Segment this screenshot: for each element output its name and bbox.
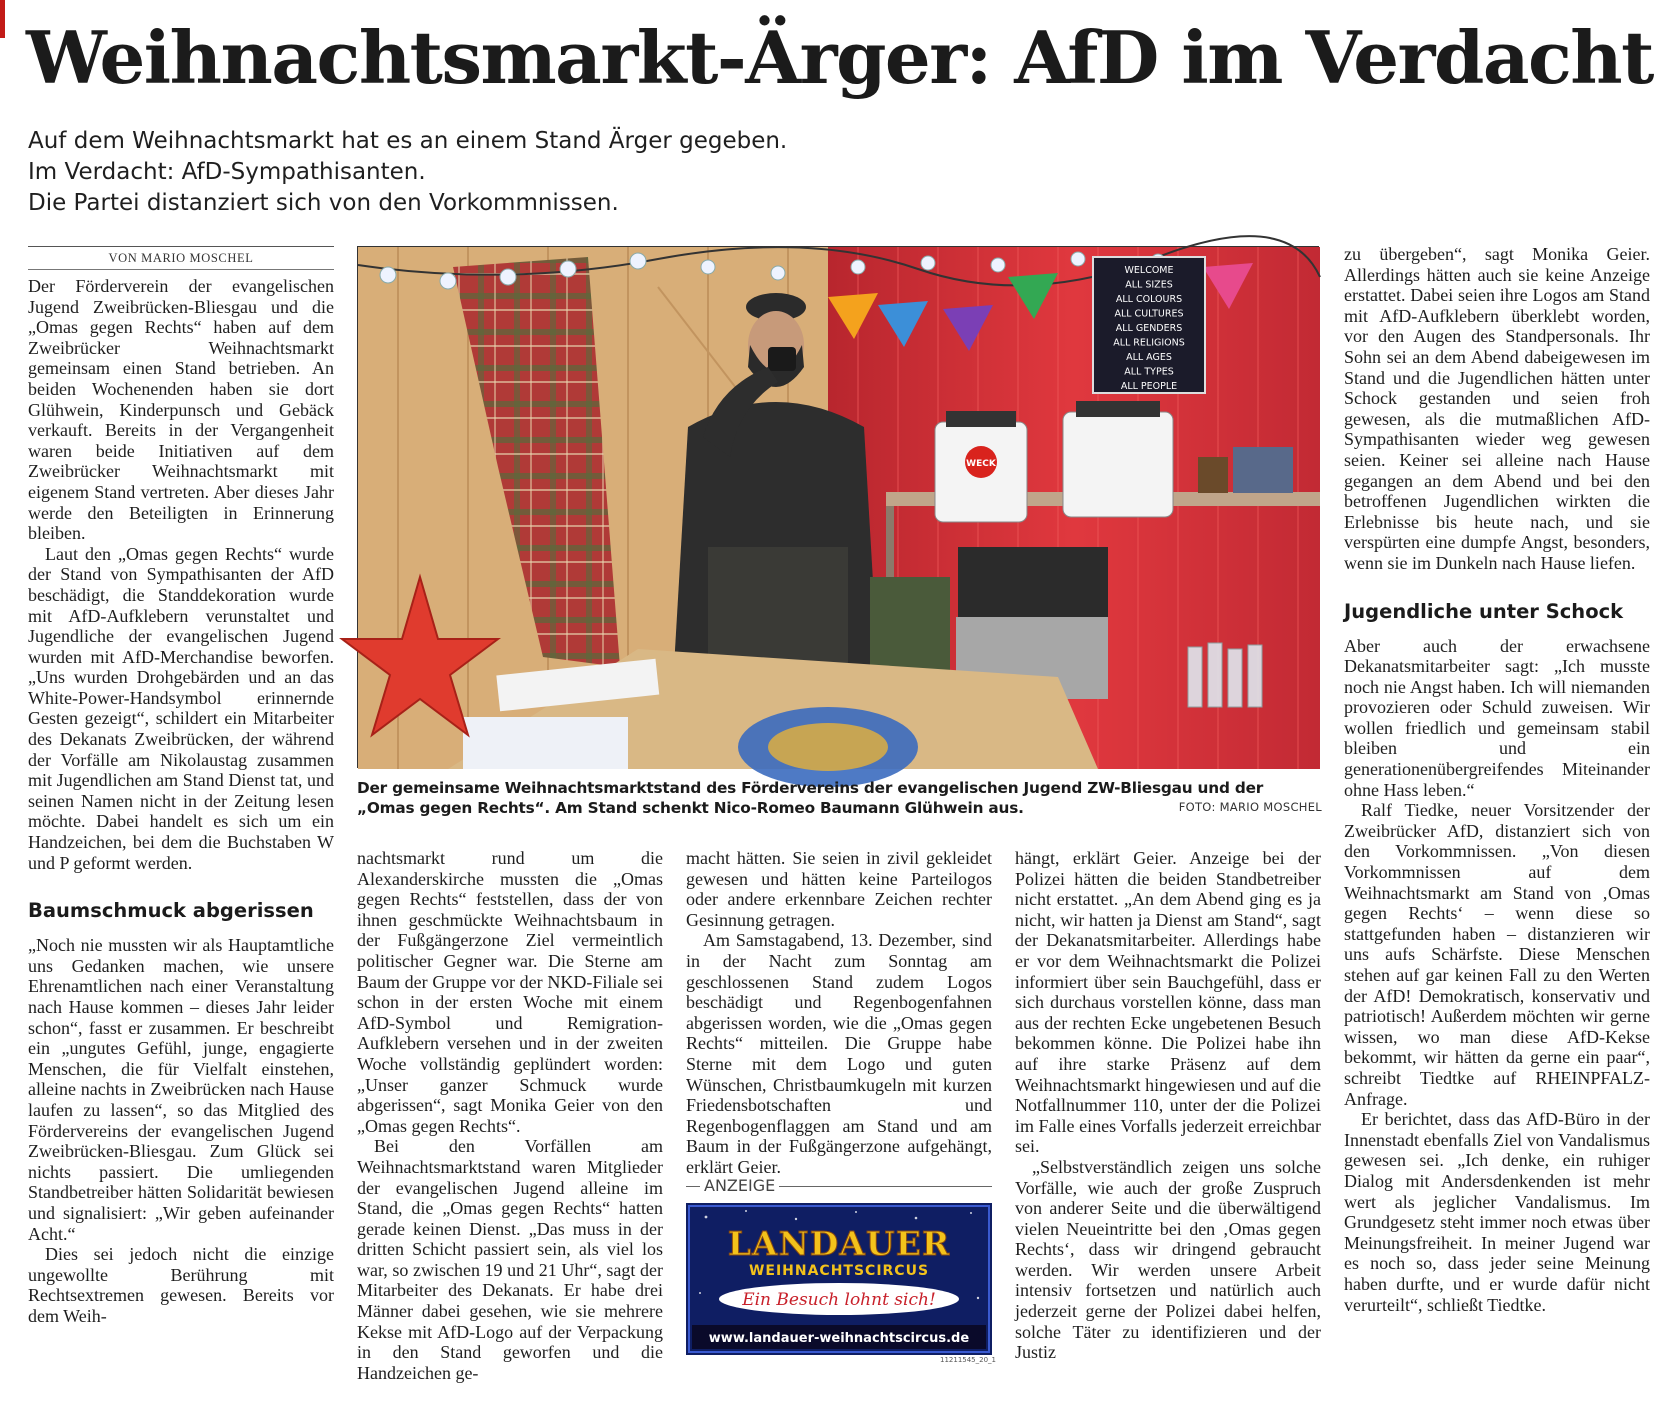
- sign-line: ALL GENDERS: [1115, 323, 1183, 334]
- gluehwein-pot-right: [1063, 401, 1173, 517]
- paragraph: Am Samstagabend, 13. Dezember, sind in der Nacht zum Sonntag am geschlossenen Stand zudem Logos beschädigt und Regenbogenfahnen abgerissen worden, wie die „Omas gegen Rechts“ mitteilen. Die Gruppe habe Sterne mit dem Logo und guten Wünschen, Christbaumkugeln mit kurzen Friedensbotschaften und Regenbogenflaggen am Stand und am Baum in der Fußgängerzone aufgehängt, erklärt Geier.: [686, 930, 992, 1177]
- ad-code: 11211545_20_1: [940, 1356, 996, 1364]
- photo-illustration: [358, 247, 1320, 769]
- paragraph: „Noch nie mussten wir als Hauptamtliche uns Gedanken machen, wie unsere Ehrenamtlichen nach einer Veranstaltung nach Hause kommen – dieses Jahr leider schon“, fasst er zusammen. Er beschreibt ein „ungutes Gefühl, junge, engagierte Menschen, die für Vielfalt einstehen, alleine nachts in Zweibrücken nach Hause laufen zu lassen“, so das Mitglied des Fördervereins der evangelischen Jugend Zweibrücken-Bliesgau. Zum Glück sei nichts passiert. Die umliegenden Standbetreiber hätten Solidarität bewiesen und signalisiert: „Wir geben aufeinander Acht.“: [28, 935, 334, 1244]
- headline: Weihnachtsmarkt-Ärger: AfD im Verdacht: [26, 15, 1653, 100]
- ad-label: [686, 1176, 992, 1196]
- ad-label-rule: [686, 1186, 700, 1187]
- article-column-3: [686, 848, 992, 1177]
- paragraph: Aber auch der erwachsene Dekanatsmitarbeiter sagt: „Ich musste noch nie Angst haben. Ich will niemanden provozieren oder Schuld zuweisen. Wir wollen friedlich und gemeinsam stabil bleiben und ein generationenübergreifendes Miteinander ohne Hass leben.“: [1344, 635, 1650, 800]
- paragraph: Laut den „Omas gegen Rechts“ wurde der Stand von Sympathisanten der AfD beschädigt, die Standdekoration wurde mit AfD-Aufklebern verunstaltet und Jugendliche der evangelischen Jugend wurden mit AfD-Merchandise beworfen. „Uns wurden Drohgebärden und an das White-Power-Handsymbol erinnernde Gesten gezeigt“, schildert ein Mitarbeiter des Dekanats Zweibrücken, der während der Vorfälle am Nikolaustag zusammen mit Jugendlichen am Stand Dienst tat, und seinen Namen nicht in der Zeitung lesen möchte. Dabei handelt es sich um ein Handzeichen, bei dem die Buchstaben W und P geformt werden.: [28, 543, 334, 873]
- sign-line: ALL RELIGIONS: [1113, 337, 1185, 349]
- ad-subtitle: WEIHNACHTSCIRCUS: [748, 1263, 930, 1279]
- paragraph: Er berichtet, dass das AfD-Büro in der Innenstadt ebenfalls Ziel von Vandalismus gewesen sei. „Ich denke, ein ruhiger Dialog mit Andersdenkenden ist mehr wert als jeglicher Vandalismus. Im Grundgesetz steht immer noch etwas über Meinungsfreiheit. In meiner Jugend war es noch so, dass jeder seine Meinung haben durfte, und er wurde dafür nicht verurteilt“, schließt Tiedtke.: [1344, 1109, 1650, 1315]
- ad-slogan: Ein Besuch lohnt sich!: [742, 1290, 936, 1310]
- subheadline-line: Auf dem Weihnachtsmarkt hat es an einem Stand Ärger gegeben.: [28, 128, 788, 154]
- byline: VON MARIO MOSCHEL: [28, 246, 334, 270]
- paragraph: hängt, erklärt Geier. Anzeige bei der Polizei hätten die beiden Standbetreiber nicht erstattet. „An dem Abend ging es ja nicht, wir hatten ja Dienst am Stand“, sagt der Dekanatsmitarbeiter. Allerdings habe er vor dem Weihnachtsmarkt die Polizei informiert über sein Bauchgefühl, dass er sich durchaus vorstellen könne, dass man aus der rechten Ecke ungebetenen Besuch bekommen könne. Die Polizei habe ihn auf ihre starke Präsenz auf dem Weihnachtsmarkt hingewiesen und auf die Notfallnummer 110, unter der die Polizei im Falle eines Vorfalls jederzeit erreichbar sei.: [1015, 848, 1321, 1157]
- subheadline-line: Die Partei distanziert sich von den Vorkommnissen.: [28, 190, 619, 216]
- subheadline-line: Im Verdacht: AfD-Sympathisanten.: [28, 159, 426, 185]
- sign-line: ALL SIZES: [1125, 279, 1173, 291]
- sign-line: ALL AGES: [1126, 352, 1172, 363]
- photo-caption: Der gemeinsame Weihnachtsmarktstand des Fördervereins der evangelischen Jugend ZW-Bliesgau und der „Omas gegen Rechts“. Am Stand schenkt Nico-Romeo Baumann Glühwein aus.: [357, 779, 1264, 817]
- ad-label-text: ANZEIGE: [704, 1176, 776, 1195]
- sign-line: WELCOME: [1124, 265, 1174, 276]
- article-column-1: [28, 276, 334, 1376]
- section-heading: Jugendliche unter Schock: [1344, 599, 1624, 623]
- ad-label-rule: [779, 1186, 992, 1187]
- section-heading: Baumschmuck abgerissen: [28, 899, 314, 923]
- ad-url: www.landauer-weihnachtscircus.de: [708, 1331, 970, 1346]
- subheadline: [28, 126, 928, 219]
- article-column-4: [1015, 848, 1321, 1368]
- paragraph: Dies sei jedoch nicht die einzige ungewollte Berührung mit Rechtsextremen gewesen. Bereits vor dem Weih-: [28, 1244, 334, 1326]
- welcome-sign: [1093, 257, 1205, 393]
- sign-line: ALL TYPES: [1124, 366, 1174, 378]
- ad-title: LANDAUER: [727, 1224, 951, 1263]
- advertisement[interactable]: [686, 1203, 992, 1355]
- paragraph: macht hätten. Sie seien in zivil gekleidet gewesen und hätten keine Parteilogos oder andere erkennbare Zeichen rechter Gesinnung getragen.: [686, 848, 992, 930]
- sign-line: ALL COLOURS: [1115, 294, 1183, 305]
- gluehwein-pot-left: [935, 411, 1027, 522]
- circus-ad-graphic: [686, 1203, 992, 1355]
- sign-line: ALL CULTURES: [1114, 308, 1184, 320]
- pot-label: WECK: [966, 459, 996, 469]
- paragraph: zu übergeben“, sagt Monika Geier. Allerdings hätten auch sie keine Anzeige erstattet. Dabei seien ihre Logos am Stand mit AfD-Aufklebern überklebt worden, vor den Augen des Standpersonals. Ihr Sohn sei an dem Abend dabeigewesen im Stand und die Jugendlichen hätten unter Schock gestanden und seien froh gewesen, als die mutmaßlichen AfD-Sympathisanten wieder weg gewesen seien. Keiner sei alleine nach Hause gegangen an dem Abend und bei den betroffenen Jugendlichen wirkten die Erlebnisse bis heute nach, und sie verspürten eine dumpfe Angst, besonders, wenn sie im Dunkeln nach Hause liefen.: [1344, 244, 1650, 573]
- photo-credit: FOTO: MARIO MOSCHEL: [1178, 800, 1322, 814]
- article-column-5: [1344, 244, 1650, 1374]
- paragraph: „Selbstverständlich zeigen uns solche Vorfälle, wie auch der große Zuspruch von anderer Seite und die überwältigend vielen Neueintritte bei den ‚Omas gegen Rechts‘, dass wir dringend gebraucht werden. Wir werden unsere Arbeit intensiv fortsetzen und natürlich auch jederzeit gerne der Polizei dabei helfen, solche Täter zu identifizieren und der Justiz: [1015, 1156, 1321, 1363]
- sign-line: ALL PEOPLE: [1120, 381, 1178, 392]
- article-column-2: [357, 848, 663, 1383]
- paragraph: nachtsmarkt rund um die Alexanderskirche mussten die „Omas gegen Rechts“ feststellen, dass der von ihnen geschmückte Weihnachtsbaum in der Fußgängerzone Ziel vermeintlich politischer Gegner war. Die Sterne am Baum der Gruppe vor der NKD-Filiale sei schon in der ersten Woche mit einem AfD-Symbol und Remigration-Aufklebern versehen und in der zweiten Woche vollständig geplündert worden: „Unser ganzer Schmuck wurde abgerissen“, sagt Monika Geier von den „Omas gegen Rechts“.: [357, 848, 663, 1136]
- article-photo: [357, 246, 1319, 768]
- paragraph: Ralf Tiedke, neuer Vorsitzender der Zweibrücker AfD, distanziert sich von den Vorkommnissen. „Von diesen Vorkommnissen auf dem Weihnachtsmarkt am Stand von ‚Omas gegen Rechts‘ – wenn diese so stattgefunden haben – distanzieren wir uns aufs Schärfste. Diese Menschen stehen auf gar keinen Fall zu den Werten der AfD! Demokratisch, konservativ und patriotisch! Außerdem möchten wir gerne wissen, wo man diese AfD-Kekse bekommt, wir hätten da gerne ein paar“, schreibt Tiedtke auf RHEINPFALZ-Anfrage.: [1344, 800, 1650, 1109]
- section-marker: [0, 0, 5, 38]
- paragraph: Bei den Vorfällen am Weihnachtsmarktstand waren Mitglieder der evangelischen Jugend alleine im Stand, die „Omas gegen Rechts“ hatten gerade keinen Dienst. „Das muss in der dritten Schicht passiert sein, als viel los war, so zwischen 19 und 21 Uhr“, sagt der Mitarbeiter des Dekanats. Er habe drei Männer dabei gesehen, wie sie mehrere Kekse mit AfD-Logo auf der Verpackung in den Stand geworfen und die Handzeichen ge-: [357, 1136, 663, 1383]
- paragraph: Der Förderverein der evangelischen Jugend Zweibrücken-Bliesgau und die „Omas gegen Rechts“ haben auf dem Zweibrücker Weihnachtsmarkt gemeinsam einen Stand betrieben. An beiden Wochenenden haben sie dort Glühwein, Kinderpunsch und Gebäck verkauft. Bereits in der Vergangenheit waren beide Initiativen auf dem Zweibrücker Weihnachtsmarkt mit eigenem Stand vertreten. Aber dieses Jahr werde den Beteiligten in Erinnerung bleiben.: [28, 276, 334, 544]
